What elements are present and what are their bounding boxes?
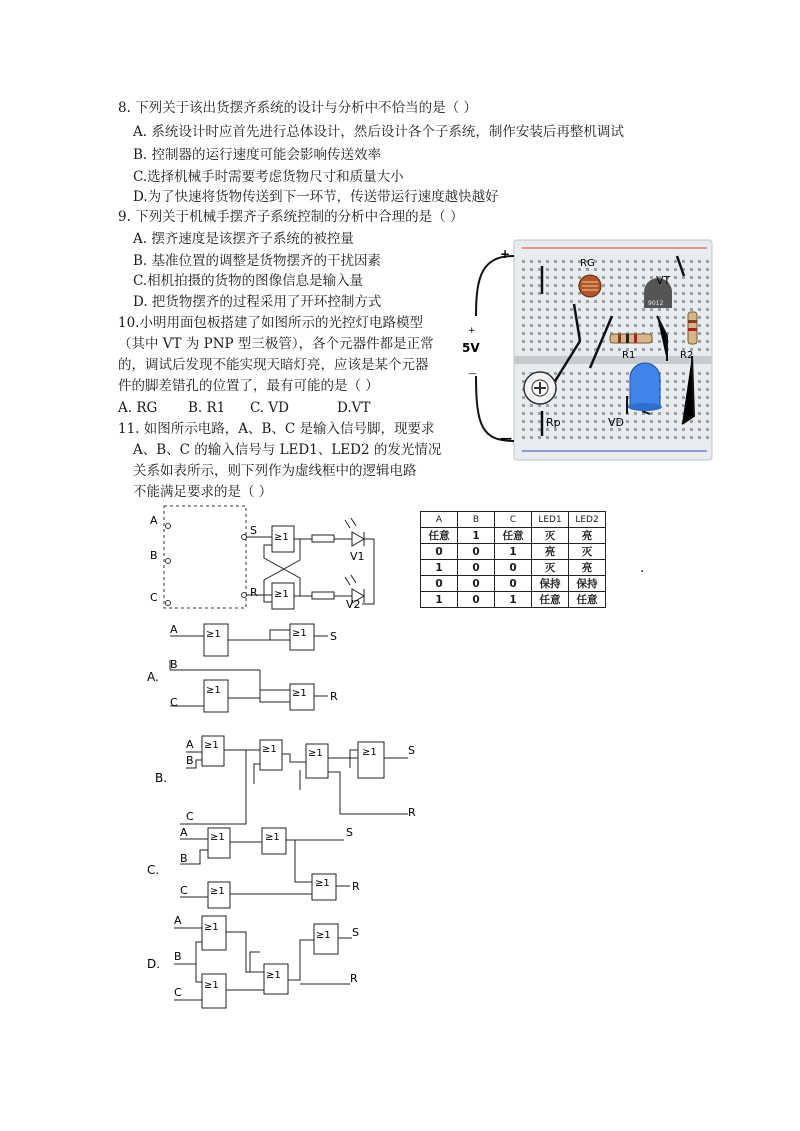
option-d-label: D. bbox=[147, 957, 161, 971]
circuit-input-a: A bbox=[150, 514, 158, 527]
option-a-circuit bbox=[140, 618, 380, 718]
vt-label: VT bbox=[656, 274, 671, 287]
opt-d-input-c: C bbox=[174, 986, 182, 999]
q10-line-3: 的，调试后发现不能实现天暗灯亮，应该是某个元器 bbox=[118, 357, 429, 373]
r2-label: R2 bbox=[680, 350, 694, 361]
q10-option-a: A. RG bbox=[118, 400, 158, 416]
q8-option-c: C.选择机械手时需要考虑货物尺寸和质量大小 bbox=[133, 169, 404, 185]
option-d-circuit bbox=[140, 912, 380, 1012]
table-header: C bbox=[495, 512, 532, 528]
table-header: LED1 bbox=[532, 512, 569, 528]
table-cell: 0 bbox=[458, 592, 495, 608]
opt-d-output-s: S bbox=[352, 926, 359, 939]
table-header: LED2 bbox=[569, 512, 606, 528]
opt-b-gate-2: ≥1 bbox=[262, 744, 277, 755]
option-b-label: B. bbox=[155, 771, 168, 785]
opt-a-input-a: A bbox=[170, 623, 178, 636]
opt-c-input-a: A bbox=[180, 826, 188, 839]
opt-d-output-r: R bbox=[350, 972, 358, 985]
table-row bbox=[421, 560, 606, 576]
table-row bbox=[421, 592, 606, 608]
table-header: A bbox=[421, 512, 458, 528]
opt-c-input-c: C bbox=[180, 884, 188, 897]
q10-option-c: C. VD bbox=[250, 400, 290, 416]
q9-stem: 9. 下列关于机械手摆齐子系统控制的分析中合理的是（ ） bbox=[118, 209, 464, 225]
q10-line-2: （其中 VT 为 PNP 型三极管），各个元器件都是正常 bbox=[118, 336, 434, 352]
q10-option-d: D.VT bbox=[337, 400, 371, 416]
breadboard-diagram bbox=[462, 236, 714, 464]
opt-d-gate-2: ≥1 bbox=[204, 980, 219, 991]
table-cell: 亮 bbox=[569, 528, 606, 544]
table-cell: 0 bbox=[421, 576, 458, 592]
q11-line-4: 不能满足要求的是（ ） bbox=[133, 484, 273, 500]
vt-chip-label: 9012 bbox=[648, 300, 664, 307]
supply-plus-label: + bbox=[468, 326, 476, 336]
table-cell: 0 bbox=[458, 544, 495, 560]
circuit-output-r: R bbox=[250, 586, 258, 599]
stray-dot: . bbox=[640, 560, 645, 576]
table-cell: 0 bbox=[421, 544, 458, 560]
opt-b-input-a: A bbox=[186, 738, 194, 751]
table-cell: 1 bbox=[421, 592, 458, 608]
option-b-circuit bbox=[150, 728, 430, 828]
opt-c-output-s: S bbox=[346, 826, 353, 839]
opt-b-output-s: S bbox=[408, 744, 415, 757]
table-cell: 1 bbox=[495, 544, 532, 560]
opt-c-gate-3: ≥1 bbox=[315, 878, 330, 889]
q9-option-a: A. 摆齐速度是该摆齐子系统的被控量 bbox=[133, 231, 354, 247]
rg-label: RG bbox=[580, 258, 595, 269]
opt-c-gate-4: ≥1 bbox=[210, 886, 225, 897]
q8-stem: 8. 下列关于该出货摆齐系统的设计与分析中不恰当的是（ ） bbox=[118, 100, 477, 116]
table-cell: 1 bbox=[495, 592, 532, 608]
table-cell: 1 bbox=[421, 560, 458, 576]
q10-line-1: 10.小明用面包板搭建了如图所示的光控灯电路模型 bbox=[118, 315, 423, 331]
table-cell: 保持 bbox=[532, 576, 569, 592]
rail-plus-label: + bbox=[500, 247, 511, 261]
opt-b-input-c: C bbox=[186, 810, 194, 823]
table-header-row bbox=[421, 512, 606, 528]
latch-gate-bottom: ≥1 bbox=[274, 589, 289, 600]
table-cell: 0 bbox=[495, 560, 532, 576]
q11-line-3: 关系如表所示，则下列作为虚线框中的逻辑电路 bbox=[133, 463, 417, 479]
option-a-label: A. bbox=[147, 670, 159, 684]
table-cell: 灭 bbox=[532, 528, 569, 544]
opt-a-gate-1: ≥1 bbox=[206, 629, 221, 640]
opt-b-input-b: B bbox=[186, 754, 194, 767]
table-cell: 0 bbox=[495, 576, 532, 592]
opt-a-input-b: B bbox=[170, 658, 178, 671]
opt-a-output-r: R bbox=[330, 690, 338, 703]
supply-voltage-label: 5V bbox=[462, 341, 480, 355]
opt-a-input-c: C bbox=[170, 696, 178, 709]
circuit-diagram bbox=[140, 500, 410, 620]
q9-option-c: C.相机拍摄的货物的图像信息是输入量 bbox=[133, 273, 364, 289]
table-cell: 灭 bbox=[569, 544, 606, 560]
circuit-output-s: S bbox=[250, 524, 257, 537]
opt-c-gate-1: ≥1 bbox=[210, 832, 225, 843]
opt-d-gate-1: ≥1 bbox=[204, 922, 219, 933]
opt-b-output-r: R bbox=[408, 806, 416, 819]
table-cell: 1 bbox=[458, 528, 495, 544]
opt-b-gate-4: ≥1 bbox=[362, 747, 377, 758]
vd-label: VD bbox=[608, 416, 624, 429]
table-cell: 任意 bbox=[421, 528, 458, 544]
option-c-label: C. bbox=[147, 863, 160, 877]
table-row bbox=[421, 544, 606, 560]
opt-c-output-r: R bbox=[352, 880, 360, 893]
opt-c-gate-2: ≥1 bbox=[265, 832, 280, 843]
opt-d-gate-4: ≥1 bbox=[316, 930, 331, 941]
table-cell: 任意 bbox=[532, 592, 569, 608]
q11-line-1: 11. 如图所示电路，A、B、C 是输入信号脚，现要求 bbox=[118, 421, 435, 437]
table-row bbox=[421, 576, 606, 592]
option-c-circuit bbox=[140, 822, 380, 912]
opt-c-input-b: B bbox=[180, 852, 188, 865]
opt-a-output-s: S bbox=[330, 630, 337, 643]
table-header: B bbox=[458, 512, 495, 528]
rp-label: Rp bbox=[546, 416, 561, 429]
circuit-input-b: B bbox=[150, 549, 158, 562]
opt-b-gate-3: ≥1 bbox=[308, 748, 323, 759]
opt-d-input-b: B bbox=[174, 950, 182, 963]
opt-d-input-a: A bbox=[174, 914, 182, 927]
circuit-input-c: C bbox=[150, 591, 158, 604]
table-cell: 0 bbox=[458, 576, 495, 592]
opt-a-gate-2: ≥1 bbox=[206, 685, 221, 696]
table-cell: 0 bbox=[458, 560, 495, 576]
opt-a-gate-3: ≥1 bbox=[292, 628, 307, 639]
q8-option-b: B. 控制器的运行速度可能会影响传送效率 bbox=[133, 147, 382, 163]
table-cell: 亮 bbox=[569, 560, 606, 576]
table-cell: 任意 bbox=[495, 528, 532, 544]
q9-option-b: B. 基准位置的调整是货物摆齐的干扰因素 bbox=[133, 253, 382, 269]
table-row bbox=[421, 528, 606, 544]
opt-a-gate-4: ≥1 bbox=[292, 688, 307, 699]
led-v2-label: V2 bbox=[346, 598, 361, 611]
q8-option-a: A. 系统设计时应首先进行总体设计，然后设计各个子系统，制作安装后再整机调试 bbox=[133, 124, 624, 140]
led-v1-label: V1 bbox=[350, 550, 365, 563]
table-cell: 保持 bbox=[569, 576, 606, 592]
supply-minus-label: — bbox=[468, 369, 477, 379]
q8-option-d: D.为了快速将货物传送到下一环节，传送带运行速度越快越好 bbox=[133, 189, 499, 205]
r1-label: R1 bbox=[622, 350, 636, 361]
table-cell: 任意 bbox=[569, 592, 606, 608]
latch-gate-top: ≥1 bbox=[274, 532, 289, 543]
opt-d-gate-3: ≥1 bbox=[266, 970, 281, 981]
table-cell: 灭 bbox=[532, 560, 569, 576]
rail-minus-label: — bbox=[500, 431, 512, 445]
q11-line-2: A、B、C 的输入信号与 LED1、LED2 的发光情况 bbox=[133, 442, 442, 458]
table-cell: 亮 bbox=[532, 544, 569, 560]
opt-b-gate-1: ≥1 bbox=[204, 740, 219, 751]
q10-line-4: 件的脚差错孔的位置了，最有可能的是（ ） bbox=[118, 378, 379, 394]
q10-option-b: B. R1 bbox=[188, 400, 226, 416]
q9-option-d: D. 把货物摆齐的过程采用了开环控制方式 bbox=[133, 294, 382, 310]
truth-table bbox=[420, 511, 606, 608]
